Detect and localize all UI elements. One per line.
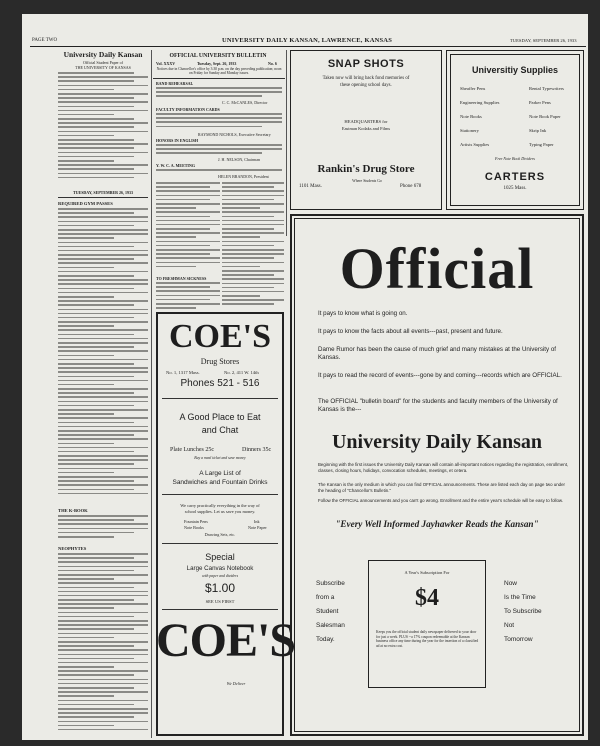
subscription-box-title: A Year's Subscription For	[404, 570, 450, 575]
bulletin-section-honors: HONORS IN ENGLISH	[156, 138, 199, 143]
newspaper-page	[22, 14, 588, 740]
rankins-store-name: Rankin's Drug Store	[317, 163, 415, 175]
supplies-left-0: Sheaffer Pens	[460, 86, 486, 91]
masthead-staff-list	[58, 72, 148, 184]
carters-name: CARTERS	[484, 171, 546, 183]
official-p1: It pays to know what is going on.	[318, 310, 408, 317]
subscribe-4: Today.	[316, 636, 335, 643]
editorial-neophytes-text	[58, 553, 148, 739]
supplies-right-0: Rental Typewriters	[529, 86, 564, 91]
coes-drawing-sets: Drawing Sets, etc.	[204, 532, 236, 537]
bulletin-no: No. 6	[268, 61, 277, 66]
editorial-head-neophytes: NEOPHYTES	[58, 546, 87, 551]
supplies-left-3: Stationery	[460, 128, 479, 133]
supplies-left-1: Engineering Supplies	[460, 100, 500, 105]
rankins-tagline: Where Students Go	[352, 179, 382, 183]
official-paper-name: University Daily Kansan	[331, 431, 543, 453]
coes-item-right-1: Note Paper	[248, 525, 267, 530]
official-p4: It pays to read the record of events---gone by and coming---records which are OFFICIAL.	[318, 372, 562, 379]
coes-deliver: We Deliver	[226, 681, 246, 686]
official-slogan: "Every Well Informed Jayhawker Reads the Kansan"	[335, 519, 539, 529]
masthead-rule	[58, 197, 148, 198]
coes-dinners: Dinners 35c	[242, 447, 272, 453]
supplies-dividers: Free Note Book Dividers	[495, 156, 535, 161]
subscribe-3: Salesman	[316, 622, 345, 629]
paper-header: UNIVERSITY DAILY KANSAN, LAWRENCE, KANSAS	[222, 37, 393, 44]
bulletin-sig-3: J. H. NELSON, Chairman	[218, 157, 260, 162]
coes-store-1: No. 1, 1317 Mass.	[166, 370, 200, 375]
masthead-sub2: THE UNIVERSITY OF KANSAS	[75, 65, 131, 70]
news-column-2	[156, 246, 220, 308]
now-1: Is the Time	[504, 594, 536, 601]
coes-plate-note: Buy a meal ticket and save money	[194, 456, 246, 460]
coes-plate-lunches: Plate Lunches 25c	[170, 447, 214, 453]
rankins-address: 1101 Mass.	[299, 184, 322, 189]
subscribe-1: from a	[316, 594, 335, 601]
official-body-1: Beginning with the first issues the University Daily Kansan will contain all-important notices regarding the registration, enrollment, classes, closing hours, holidays, convocation schedules, meetings, et cetera.	[318, 462, 569, 473]
subscription-price-box	[368, 560, 486, 688]
official-body-2: The Kansan is the only medium in which you can find OFFICIAL announcements. These are listed each day on page two under the heading of "Chancellor's Bulletin."	[318, 482, 565, 493]
coes-large-list-2: Sandwiches and Fountain Drinks	[172, 479, 268, 486]
bulletin-title: OFFICIAL UNIVERSITY BULLETIN	[169, 53, 267, 59]
open-forum-text-c	[222, 182, 284, 314]
column-rule-2	[286, 50, 287, 236]
coes-drug-stores: Drug Stores	[200, 357, 240, 366]
now-4: Tomorrow	[504, 636, 533, 643]
subscribe-0: Subscribe	[316, 580, 345, 587]
coes-carry-1: We carry practically everything in the way of	[180, 503, 260, 508]
official-body-3: Follow the OFFICIAL announcements and you can't go wrong. Enrollment and the entire year's schedule will be easy to follow.	[318, 498, 564, 503]
coes-notebook-1: Large Canvas Notebook	[186, 565, 254, 572]
coes-item-left-1: Note Books	[184, 525, 204, 530]
masthead-title: University Daily Kansan	[63, 50, 143, 59]
editorial-kbook-text	[58, 515, 148, 543]
open-forum-head: TO FRESHMAN SICKNESS	[156, 276, 207, 281]
snap-shots-hq2: Eastman Kodaks and Films	[341, 126, 391, 131]
bulletin-sig-2: RAYMOND NICHOLS, Executive Secretary	[198, 132, 271, 137]
now-0: Now	[504, 580, 518, 587]
coes-ad	[156, 312, 296, 736]
coes-large-list-1: A Large List of	[199, 470, 241, 477]
now-3: Not	[504, 622, 515, 629]
bulletin-date: Tuesday, Sept. 26, 1933	[197, 61, 237, 66]
supplies-title: Universitiy Supplies	[471, 65, 559, 75]
coes-rule-2	[162, 494, 278, 495]
coes-phones: Phones 521 - 516	[180, 378, 260, 389]
rankins-phone: Phone 678	[400, 184, 422, 189]
snap-shots-line1: Taken now will bring back fond memories of	[322, 76, 410, 81]
editorial-head-kbook: THE K-BOOK	[58, 508, 88, 513]
supplies-left-2: Note Books	[460, 114, 482, 119]
coes-item-left-0: Fountain Pens	[184, 519, 208, 524]
bulletin-faculty-text	[156, 113, 282, 133]
official-p2: It pays to know the facts about all events---past, present and future.	[318, 328, 503, 335]
page-label: PAGE TWO	[32, 38, 58, 43]
header-date: TUESDAY, SEPTEMBER 26, 1933	[510, 38, 577, 43]
coes-rule-1	[162, 398, 278, 399]
supplies-left-4: Artists Supplies	[460, 142, 490, 147]
bulletin-honors-text	[156, 144, 282, 158]
snap-shots-hq1: HEADQUARTERS for	[344, 119, 388, 124]
editorial-head-gym: REQUIRED GYM PASSES	[58, 201, 113, 206]
snap-shots-line2: these opening school days.	[340, 83, 392, 88]
supplies-right-2: Note Book Paper	[529, 114, 561, 119]
column-rule-1	[151, 50, 152, 738]
bulletin-band-text	[156, 87, 282, 101]
coes-name-bottom: COE'S	[156, 614, 296, 667]
bulletin-sig-4: HELEN BRANDON, President	[218, 174, 269, 179]
subscribe-2: Student	[316, 608, 339, 615]
bulletin-rule	[153, 78, 285, 79]
subscription-price: $4	[415, 585, 439, 611]
subscription-box-text: Keeps you the official student daily newspaper delivered to your door for just a week. PLUS --a 17% coupon redeemable at the Kansan business office any time during the year for the insertion of a classified ad at no extra cost.	[376, 630, 479, 648]
bulletin-section-band: BAND REHEARSAL	[156, 81, 194, 86]
coes-see-us: SEE US FIRST	[205, 599, 235, 604]
official-p5: The OFFICIAL "bulletin board" for the students and faculty members of the University of Kansas is the---	[318, 398, 558, 413]
coes-notebook-2: with paper and dividers	[201, 574, 239, 578]
coes-name-top: COE'S	[168, 318, 272, 355]
coes-place-2: and Chat	[201, 425, 239, 435]
coes-place-1: A Good Place to Eat	[179, 412, 261, 422]
snap-shots-title: SNAP SHOTS	[327, 58, 405, 70]
bulletin-notice: Notices due in Chancellor's office by 3:30 p.m. on the day preceding publication; noon on Friday for Sunday and Monday issues.	[156, 67, 282, 76]
coes-price: $1.00	[204, 581, 236, 595]
coes-rule-4	[162, 609, 278, 610]
bulletin-section-ywca: Y. W. C. A. MEETING	[156, 163, 195, 168]
carters-address: 1025 Mass.	[503, 186, 527, 191]
bulletin-vol: Vol. XXXV	[156, 61, 176, 66]
coes-rule-3	[162, 543, 278, 544]
editorial-gym-text	[58, 208, 148, 504]
header-rule	[30, 46, 586, 47]
official-p3: Dame Rumor has been the cause of much grief and many mistakes at the University of Kansas.	[318, 346, 556, 361]
coes-carry-2: school supplies. Let us save you money.	[184, 509, 256, 514]
official-headline: Official	[339, 236, 535, 301]
supplies-right-4: Typing Paper	[529, 142, 554, 147]
now-2: To Subscribe	[504, 608, 542, 615]
coes-special: Special	[205, 552, 235, 562]
masthead-sub1: Official Student Paper of	[82, 60, 124, 65]
supplies-right-3: Skrip Ink	[529, 128, 547, 133]
bulletin-section-faculty: FACULTY INFORMATION CARDS	[156, 107, 220, 112]
coes-store-2: No. 2, 411 W. 14th	[224, 370, 259, 375]
supplies-right-1: Parker Pens	[529, 100, 551, 105]
bulletin-sig-1: C. C. McCANLES, Director	[222, 100, 268, 105]
coes-item-right-0: Ink	[254, 519, 260, 524]
masthead-date: TUESDAY, SEPTEMBER 26, 1933	[72, 190, 134, 195]
